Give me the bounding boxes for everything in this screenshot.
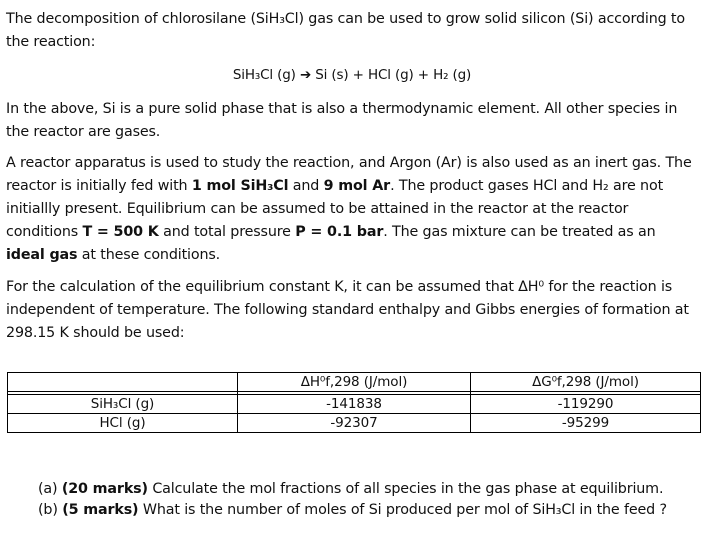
question-b-marks: (5 marks) [62,502,139,518]
pressure-value: P = 0.1 bar [295,224,384,240]
species-cell: HCl (g) [8,414,238,433]
reactor-conditions-paragraph [6,152,698,267]
question-a-marks: (20 marks) [61,481,148,497]
question-b [38,500,667,521]
reactor-text-2: and [288,178,324,194]
thermodynamic-data-table [7,372,701,433]
feed-sih3cl: 1 mol SiH₃Cl [191,178,289,194]
solid-phase-paragraph: In the above, Si is a pure solid phase that is also a thermodynamic element. All other species in the reactor are gases. [6,101,678,140]
table-header-enthalpy: ΔH⁰f,298 (J/mol) [238,373,471,392]
reaction-equation: SiH₃Cl (g) ➔ Si (s) + HCl (g) + H₂ (g) [232,67,472,83]
question-b-label: (b) [38,502,58,518]
table-row [8,414,701,433]
gibbs-cell: -95299 [471,414,701,433]
table-header-gibbs: ΔG⁰f,298 (J/mol) [471,373,701,392]
reactor-text-6: at these conditions. [77,247,221,263]
reactor-text-3: . The product gases HCl and H₂ are not initiallly present. Equilibrium can be assumed to be attained in the reactor at the reactor conditions [6,178,664,240]
feed-argon: 9 mol Ar [323,178,391,194]
ideal-gas-term: ideal gas [6,247,78,263]
question-b-text: What is the number of moles of Si produced per mol of SiH₃Cl in the feed ? [138,502,667,518]
reactor-text-4: and total pressure [158,224,296,240]
table-header-row [8,373,701,392]
reactor-text-5: . The gas mixture can be treated as an [383,224,656,240]
gibbs-cell: -119290 [471,395,701,414]
problem-document [6,8,698,345]
question-list [38,479,667,521]
question-a [38,479,667,500]
equilibrium-constant-paragraph: For the calculation of the equilibrium constant K, it can be assumed that ΔH⁰ for the reaction is independent of temperature. The following standard enthalpy and Gibbs energies of formation at 298.15 K should be used: [6,279,689,341]
reactor-text-1: A reactor apparatus is used to study the reaction, and Argon (Ar) is also used as an inert gas. The reactor is initially fed with [6,155,692,194]
temperature-value: T = 500 K [82,224,159,240]
species-cell: SiH₃Cl (g) [8,395,238,414]
enthalpy-cell: -92307 [238,414,471,433]
question-a-label: (a) [38,481,58,497]
table-row [8,395,701,414]
intro-paragraph: The decomposition of chlorosilane (SiH₃Cl) gas can be used to grow solid silicon (Si) according to the reaction: [6,11,685,50]
table-header-species [8,373,238,392]
question-a-text: Calculate the mol fractions of all species in the gas phase at equilibrium. [147,481,664,497]
enthalpy-cell: -141838 [238,395,471,414]
